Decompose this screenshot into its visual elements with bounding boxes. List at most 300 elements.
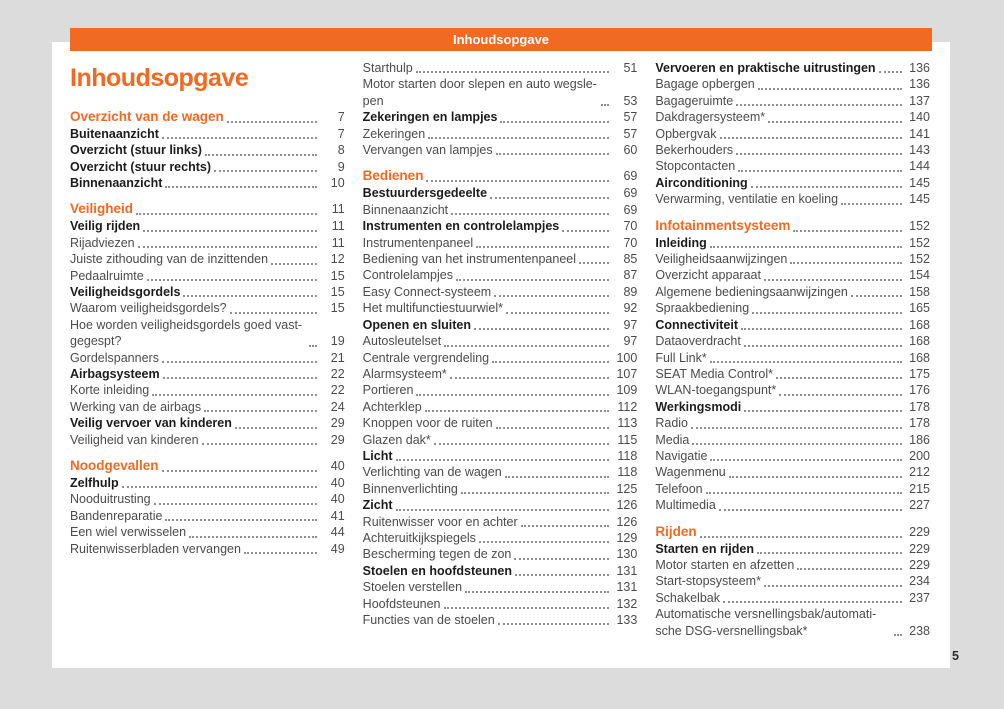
toc-entry-label: Motor starten en afzetten (655, 557, 795, 572)
toc-entry (655, 76, 930, 92)
toc-entry-label: Bescherming tegen de zon (362, 547, 512, 562)
toc-entry-label: Portieren (362, 383, 414, 398)
dot-leader (136, 213, 317, 215)
toc-entry-page: 168 (909, 334, 931, 349)
toc-entry (70, 251, 345, 267)
toc-entry-label: Rijden (655, 523, 697, 539)
toc-entry-page: 136 (909, 61, 931, 75)
dot-leader (162, 137, 317, 139)
dot-leader (461, 492, 609, 494)
toc-entry-label: Glazen dak* (362, 432, 431, 447)
toc-entry-label: Starten en rijden (655, 541, 754, 556)
toc-entry (363, 109, 638, 125)
toc-entry-page: 238 (909, 623, 931, 638)
dot-leader (692, 443, 902, 445)
toc-entry-page: 186 (909, 432, 931, 447)
toc-entry-label: Veilig vervoer van kinderen (70, 416, 232, 431)
toc-entry-label: Veiligheidsgordels (70, 285, 181, 299)
toc-entry-label: Stoelen en hoofdsteunen (362, 563, 512, 578)
toc-entry (70, 142, 345, 158)
dot-leader (416, 71, 610, 73)
toc-entry (363, 333, 638, 349)
dot-leader (444, 607, 610, 609)
toc-entry (70, 508, 345, 524)
dot-leader (562, 230, 609, 232)
toc-entry-label: Overzicht (stuur links) (70, 143, 202, 158)
toc-entry-page: 60 (623, 143, 638, 158)
toc-entry (363, 546, 638, 562)
dot-leader (764, 279, 902, 281)
toc-entry (363, 415, 638, 431)
dot-leader (515, 574, 609, 576)
toc-entry-label: Radio (655, 416, 689, 431)
toc-entry (655, 251, 930, 267)
toc-entry-label: Alarmsysteem* (362, 366, 447, 381)
toc-entry-label: Full Link* (655, 350, 707, 365)
dot-leader (244, 552, 317, 554)
toc-entry (70, 175, 345, 191)
toc-entry-page: 15 (330, 285, 345, 299)
toc-entry-page: 118 (617, 465, 638, 480)
toc-entry-page: 140 (909, 110, 931, 125)
toc-entry-label: Bandenreparatie (70, 508, 163, 523)
toc-entry (363, 167, 638, 185)
dot-leader (768, 121, 902, 123)
dot-leader (757, 552, 902, 554)
dot-leader (751, 186, 902, 188)
toc-entry-page: 152 (909, 218, 931, 233)
toc-entry-label: Ruitenwisserbladen vervangen (70, 541, 241, 556)
toc-entry (363, 350, 638, 366)
toc-entry-label: Veiligheidsaanwijzingen (655, 252, 788, 267)
toc-entry (655, 175, 930, 191)
toc-entry-page: 12 (330, 252, 345, 267)
dot-leader (494, 295, 609, 297)
toc-entry-page: 70 (623, 219, 638, 234)
toc-entry-label: Knoppen voor de ruiten (362, 416, 493, 431)
toc-entry-label: Zicht (362, 498, 393, 513)
toc-entry-label: Vervoeren en praktische uitrustingen (655, 61, 876, 75)
toc-entry-page: 130 (616, 547, 638, 562)
toc-entry-page: 131 (616, 563, 638, 578)
toc-entry-page: 57 (623, 110, 638, 125)
toc-entry (655, 284, 930, 300)
toc-entry-page: 133 (616, 613, 638, 627)
dot-leader (474, 328, 609, 330)
dot-leader (738, 170, 902, 172)
toc-entry (363, 530, 638, 546)
dot-leader (521, 525, 610, 527)
toc-entry-page: 215 (909, 481, 931, 496)
dot-leader (138, 246, 317, 248)
toc-entry (655, 464, 930, 480)
toc-entry-label: Motor starten door slepen en auto wegsle-pen (362, 77, 597, 108)
toc-entry-label: Instrumenten en controlelampjes (362, 219, 560, 234)
toc-entry-page: 152 (909, 235, 931, 250)
toc-entry-label: Bekerhouders (655, 143, 734, 158)
dot-leader (894, 634, 902, 636)
dot-leader (396, 509, 610, 511)
toc-entry-page: 229 (909, 557, 931, 572)
toc-entry-page: 125 (616, 481, 638, 496)
toc-entry (70, 366, 345, 382)
toc-entry-page: 131 (616, 580, 638, 595)
toc-entry-label: SEAT Media Control* (655, 366, 773, 381)
dot-leader (729, 476, 902, 478)
toc-entry (655, 60, 930, 76)
toc-entry-page: 92 (623, 301, 638, 316)
dot-leader (496, 427, 610, 429)
dot-leader (736, 153, 902, 155)
dot-leader (514, 558, 609, 560)
toc-entry-label: Ruitenwisser voor en achter (362, 514, 518, 529)
toc-entry-page: 229 (909, 524, 931, 539)
dot-leader (163, 377, 317, 379)
dot-leader (451, 213, 609, 215)
toc-entry-label: Vervangen van lampjes (362, 143, 493, 158)
toc-entry-page: 107 (616, 366, 638, 381)
toc-entry-page: 178 (909, 399, 931, 414)
toc-entry-page: 70 (623, 235, 638, 250)
toc-entry (655, 573, 930, 589)
toc-entry-page: 115 (617, 432, 638, 447)
dot-leader (202, 443, 317, 445)
toc-entry-page: 109 (616, 383, 638, 398)
toc-entry (363, 317, 638, 333)
toc-entry-label: Rijadviezen (70, 235, 135, 250)
toc-entry-page: 22 (330, 383, 345, 398)
dot-leader (851, 295, 902, 297)
toc-entry-page: 49 (330, 541, 345, 556)
toc-entry-page: 136 (909, 77, 931, 92)
dot-leader (492, 361, 609, 363)
dot-leader (691, 427, 902, 429)
toc-entry-page: 132 (616, 596, 638, 611)
toc-entry-label: Algemene bedieningsaanwijzingen (655, 284, 848, 299)
dot-leader (506, 312, 609, 314)
toc-entry-label: Telefoon (655, 481, 703, 496)
dot-leader (710, 361, 902, 363)
toc-entry-page: 10 (330, 175, 345, 190)
dot-leader (426, 180, 609, 182)
toc-entry-label: Licht (362, 448, 393, 463)
toc-entry (70, 491, 345, 507)
toc-entry (70, 475, 345, 491)
dot-leader (744, 345, 902, 347)
toc-entry (655, 217, 930, 235)
dot-leader (779, 394, 902, 396)
toc-entry-page: 85 (623, 252, 638, 267)
toc-entry-page: 15 (330, 268, 345, 283)
toc-entry (363, 596, 638, 612)
dot-leader (764, 585, 902, 587)
dot-leader (710, 459, 902, 461)
toc-entry (70, 524, 345, 540)
toc-entry (655, 267, 930, 283)
toc-entry (363, 563, 638, 579)
toc-entry-label: Bediening van het instrumentenpaneel (362, 252, 577, 267)
toc-entry (655, 93, 930, 109)
toc-entry-label: Overzicht (stuur rechts) (70, 159, 212, 174)
toc-entry-page: 175 (909, 366, 931, 381)
toc-entry (655, 333, 930, 349)
toc-entry-page: 24 (330, 399, 345, 414)
toc-entry-label: Binnenverlichting (362, 481, 458, 496)
toc-entry (70, 415, 345, 431)
toc-entry (655, 557, 930, 573)
toc-entry (363, 284, 638, 300)
toc-entry-page: 158 (909, 284, 931, 299)
toc-entry-label: Juiste zithouding van de inzittenden (70, 252, 269, 267)
toc-entry-page: 168 (909, 350, 931, 365)
toc-entry-label: Werking van de airbags (70, 399, 202, 414)
dot-leader (154, 503, 317, 505)
toc-entry-page: 69 (623, 186, 638, 201)
toc-entry-label: Dakdragersysteem* (655, 110, 766, 125)
toc-entry (363, 497, 638, 513)
toc-entry-page: 152 (909, 252, 931, 267)
toc-entry-label: Airbagsysteem (70, 367, 160, 382)
toc-entry-label: Zelfhulp (70, 476, 119, 491)
dot-leader (496, 153, 610, 155)
dot-leader (879, 71, 902, 73)
toc-entry (655, 126, 930, 142)
toc-entry-page: 15 (330, 301, 345, 316)
toc-entry-label: Functies van de stoelen (362, 613, 495, 627)
toc-entry (655, 523, 930, 541)
toc-entry (70, 350, 345, 366)
toc-entry-page: 144 (909, 159, 931, 174)
dot-leader (752, 312, 902, 314)
dot-leader (416, 394, 609, 396)
dot-leader (143, 230, 317, 232)
toc-entry-page: 113 (617, 416, 638, 431)
dot-leader (490, 197, 609, 199)
toc-entry (70, 432, 345, 448)
toc-entry-page: 227 (909, 498, 931, 513)
toc-entry-page: 118 (617, 448, 638, 463)
manual-page (52, 42, 950, 668)
dot-leader (700, 536, 902, 538)
toc-column-3 (655, 60, 930, 668)
toc-entry-label: Werkingsmodi (655, 399, 742, 414)
toc-entry-label: Veilig rijden (70, 219, 141, 234)
toc-entry-label: Veiligheid (70, 201, 134, 217)
dot-leader (434, 443, 610, 445)
toc-entry-label: Media (655, 432, 690, 447)
dot-leader (444, 345, 609, 347)
toc-entry-label: Zekeringen en lampjes (362, 110, 498, 125)
dot-leader (456, 279, 609, 281)
toc-entry (655, 382, 930, 398)
toc-entry-label: Waarom veiligheidsgordels? (70, 301, 227, 316)
toc-entry-page: 212 (909, 465, 931, 480)
toc-entry (363, 142, 638, 158)
toc-entry-label: Achteruitkijkspiegels (362, 530, 476, 545)
toc-entry-label: Achterklep (362, 399, 422, 414)
dot-leader (720, 137, 903, 139)
toc-entry-label: Stoelen verstellen (362, 580, 463, 595)
toc-entry-label: Connectiviteit (655, 317, 738, 332)
toc-entry (70, 300, 345, 316)
toc-entry-page: 51 (623, 61, 638, 75)
toc-entry-label: WLAN-toegangspunt* (655, 383, 777, 398)
dot-leader (162, 470, 317, 472)
dot-leader (579, 262, 609, 264)
toc-entry (655, 235, 930, 251)
toc-entry (363, 366, 638, 382)
toc-entry (363, 185, 638, 201)
toc-entry (655, 448, 930, 464)
dot-leader (723, 601, 902, 603)
toc-entry (655, 142, 930, 158)
dot-leader (309, 345, 317, 347)
toc-entry-label: Opbergvak (655, 126, 717, 141)
toc-entry-page: 126 (616, 498, 638, 513)
toc-entry (363, 382, 638, 398)
dot-leader (744, 410, 902, 412)
toc-entry-page: 145 (909, 192, 931, 207)
toc-entry-label: Inleiding (655, 235, 707, 250)
toc-column-1 (70, 60, 345, 668)
dot-leader (428, 137, 609, 139)
toc-entry (655, 432, 930, 448)
dot-leader (758, 88, 902, 90)
toc-entry-label: Openen en sluiten (362, 317, 472, 332)
toc-entry (70, 235, 345, 251)
toc-entry-page: 168 (909, 317, 931, 332)
dot-leader (214, 170, 317, 172)
toc-entry-page: 57 (623, 126, 638, 141)
dot-leader (425, 410, 610, 412)
toc-entry-page: 40 (330, 476, 345, 491)
toc-entry-page: 40 (330, 459, 345, 474)
toc-entry-page: 69 (623, 202, 638, 217)
toc-entry-page: 97 (623, 334, 638, 349)
toc-entry-page: 165 (909, 301, 931, 316)
toc-entry-label: Easy Connect-systeem (362, 284, 492, 299)
toc-entry-label: Overzicht van de wagen (70, 108, 224, 124)
toc-entry (655, 497, 930, 513)
dot-leader (450, 377, 610, 379)
toc-entry (655, 366, 930, 382)
toc-entry-label: Starthulp (362, 61, 413, 75)
toc-entry-label: Veiligheid van kinderen (70, 432, 199, 447)
toc-entry (70, 126, 345, 142)
page-title: Inhoudsopgave (70, 64, 249, 92)
toc-entry (363, 202, 638, 218)
toc-entry-label: Nooduitrusting (70, 492, 151, 507)
toc-entry-label: Infotainmentsysteem (655, 217, 791, 233)
dot-leader (152, 394, 316, 396)
toc-entry (655, 191, 930, 207)
toc-entry (70, 382, 345, 398)
toc-entry (70, 108, 345, 126)
toc-entry (655, 300, 930, 316)
toc-entry-label: Multimedia (655, 498, 716, 513)
toc-entry-label: Bagage opbergen (655, 77, 755, 92)
dot-leader (165, 186, 316, 188)
toc-entry-label: Autosleutelset (362, 334, 442, 349)
toc-entry-page: 8 (337, 143, 345, 158)
toc-entry-page: 11 (331, 202, 345, 217)
toc-entry-page: 89 (623, 284, 638, 299)
toc-entry (70, 159, 345, 175)
toc-entry-label: Instrumentenpaneel (362, 235, 474, 250)
toc-entry-page: 112 (617, 399, 638, 414)
toc-entry-page: 29 (330, 432, 345, 447)
toc-entry-page: 129 (616, 530, 638, 545)
toc-entry-page: 145 (909, 175, 931, 190)
toc-entry-label: Buitenaanzicht (70, 126, 159, 141)
toc-entry-page: 19 (330, 334, 345, 349)
toc-entry (363, 481, 638, 497)
dot-leader (793, 230, 902, 232)
dot-leader (710, 246, 902, 248)
dot-leader (498, 623, 610, 625)
toc-entry-page: 11 (331, 235, 345, 250)
toc-entry-page: 69 (623, 169, 638, 184)
toc-entry-label: Verlichting van de wagen (362, 465, 502, 480)
toc-entry-label: Het multifunctiestuurwiel* (362, 301, 504, 316)
toc-entry-label: Een wiel verwisselen (70, 525, 187, 540)
dot-leader (204, 410, 317, 412)
dot-leader (227, 121, 317, 123)
toc-entry-page: 7 (337, 109, 345, 124)
toc-entry (655, 415, 930, 431)
toc-entry-page: 126 (616, 514, 638, 529)
toc-entry (363, 464, 638, 480)
toc-entry-page: 21 (330, 350, 345, 365)
dot-leader (479, 541, 609, 543)
toc-entry (363, 448, 638, 464)
toc-entry-page: 234 (909, 574, 931, 589)
toc-entry-page: 11 (331, 219, 345, 234)
toc-entry (363, 76, 638, 109)
toc-entry-label: Hoe worden veiligheidsgordels goed vast-gegespt? (70, 317, 303, 349)
toc-entry (363, 60, 638, 76)
dot-leader (706, 492, 902, 494)
toc-entry-page: 87 (623, 268, 638, 283)
toc-entry (363, 579, 638, 595)
toc-entry-page: 137 (909, 93, 931, 108)
toc-entry-label: Bedienen (362, 168, 424, 184)
toc-entry-label: Airconditioning (655, 175, 748, 190)
toc-entry (363, 432, 638, 448)
toc-entry-page: 154 (909, 268, 931, 283)
toc-entry (363, 218, 638, 234)
toc-entry (363, 235, 638, 251)
dot-leader (465, 591, 609, 593)
toc-entry-page: 237 (909, 590, 931, 605)
dot-leader (165, 519, 316, 521)
toc-entry (70, 317, 345, 350)
toc-entry (655, 350, 930, 366)
toc-entry-label: Binnenaanzicht (70, 175, 163, 190)
toc-entry-page: 29 (330, 416, 345, 431)
toc-entry-label: Bestuurdersgedeelte (362, 186, 488, 201)
toc-entry (655, 317, 930, 333)
dot-leader (841, 203, 902, 205)
toc-entry-page: 100 (616, 350, 638, 365)
toc-entry (70, 399, 345, 415)
dot-leader (122, 486, 317, 488)
dot-leader (271, 263, 317, 265)
toc-entry-page: 22 (330, 367, 345, 382)
dot-leader (396, 459, 610, 461)
toc-entry-page: 9 (337, 159, 345, 174)
dot-leader (476, 246, 609, 248)
